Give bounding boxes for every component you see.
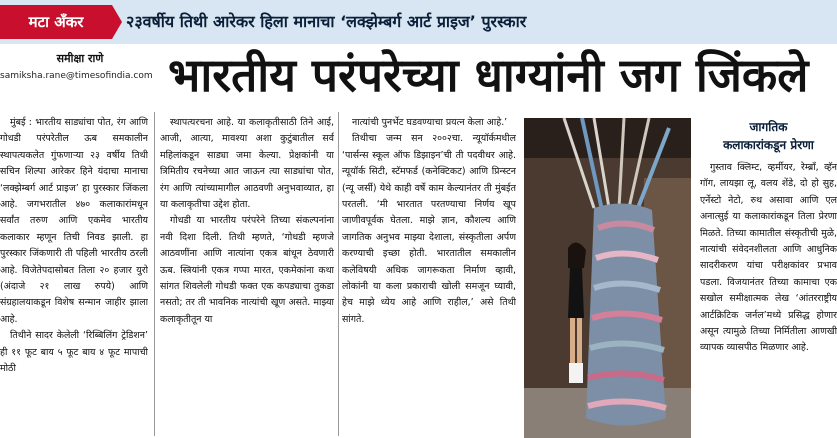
column-divider <box>338 112 339 436</box>
article-column-1 <box>0 115 148 437</box>
sidebar-title-line1: जागतिक <box>749 120 788 134</box>
paragraph: गुस्ताव क्लिम्ट, व्हर्मीयर, रेम्ब्राँ, व्हॅन गॉग, लायझा लू, वलय शेंडे, दो हो सुह, एर्नेस्टो नेटो, रुथ असावा आणि एल अनात्सुई या कलाकारांकडून तिला प्रेरणा मिळते. तिच्या कामातील संस्कृतीची मुळे, नात्यांची संवेदनशीलता आणि आधुनिक सादरीकरण यांचा परीक्षकांवर प्रभाव पडला. विजयानंतर तिच्या कामाचा एक सखोल समीक्षात्मक लेख ‘आंतरराष्ट्रीय आर्टक्रिटिक जर्नल’मध्ये प्रसिद्ध होणार असून त्यामुळे तिच्या निर्मितीला आणखी व्यापक व्यासपीठ मिळणार आहे. <box>700 162 837 354</box>
sidebar-column <box>700 160 837 438</box>
paragraph: मुंबई : भारतीय साड्यांचा पोत, रंग आणि गोधडी परंपरेतील ऊब समकालीन स्थापत्यकलेत गुंफणाऱ्या २३ वर्षीय तिथी सचिन शिल्पा आरेकर हिने यंदाचा मानाचा ‘लक्झेम्बर्ग आर्ट प्राइज’ हा पुरस्कार जिंकला आहे. जगभरातील ४७० कलाकारांमधून सर्वांत तरुण आणि एकमेव भारतीय कलाकार म्हणून तिची निवड झाली. हा पुरस्कार जिंकणारी ती पहिली भारतीय ठरली आहे. विजेतेपदासोबत तिला २० हजार युरो (अंदाजे २१ लाख रुपये) आणि संग्रहालयाकडून विशेष सन्मान जाहीर झाला आहे. <box>0 117 148 325</box>
paragraph: तिथीने सादर केलेली ‘रिब्बिलिंग ट्रेडिशन’ ही ११ फूट बाय ५ फूट बाय ४ फूट मापाची मोठी <box>0 330 148 375</box>
paragraph: गोधडी या भारतीय परंपरेने तिच्या संकल्पनांना नवी दिशा दिली. तिथी म्हणते, ‘गोधडी म्हणजे आठवणींना आणि नात्यांना एकत्र बांधून ठेवणारी ऊब. स्त्रियांनी एकत्र गप्पा मारत, एकमेकांना कथा सांगत शिवलेली गोधडी फक्त एक कपड्याचा तुकडा नसतो; तर ती भावनिक नात्यांची खूण असते. माझ्या कलाकृतीतून या <box>160 215 334 325</box>
artwork-photo-icon <box>524 118 691 438</box>
artwork-photo <box>524 118 691 438</box>
byline <box>0 50 160 84</box>
section-tag: मटा अँकर <box>0 5 112 39</box>
sidebar-title-line2: कलाकारांकडून प्रेरणा <box>723 138 814 152</box>
sidebar-title <box>700 118 837 154</box>
author-name: समीक्षा राणे <box>56 52 104 65</box>
article-column-3 <box>342 115 516 437</box>
paragraph: स्थापत्यरचना आहे. या कलाकृतीसाठी तिने आई, आजी, आत्या, मावश्या अशा कुटुंबातील सर्व महिलांकडून साड्या जमा केल्या. प्रेक्षकांनी या त्रिमितीय रचनेच्या आत जाऊन त्या साड्यांचा पोत, रंग आणि त्यांच्यामागील आठवणी अनुभवाव्यात, हा या कलाकृतीचा उद्देश होता. <box>160 117 334 211</box>
tag-arrow-shape <box>112 5 122 39</box>
paragraph: तिथीचा जन्म सन २००२चा. न्यूयॉर्कमधील ‘पार्सन्स स्कूल ऑफ डिझाइन’ची ती पदवीधर आहे. न्यूयॉर्क सिटी, स्टॅमफर्ड (कनेक्टिकट) आणि प्रिन्स्टन (न्यू जर्सी) येथे काही वर्षे काम केल्यानंतर ती मुंबईत परतली. ‘मी भारतात परतण्याचा निर्णय खूप जाणीवपूर्वक घेतला. माझे ज्ञान, कौशल्य आणि जागतिक अनुभव माझ्या देशाला, संस्कृतीला अर्पण करण्याची इच्छा होती. भारतातील समकालीन कलेविषयी अधिक जागरूकता निर्माण व्हावी, लोकांनी या कला प्रकाराची खोली समजून घ्यावी, हेच माझे ध्येय आहे आणि राहील,’ असे तिथी सांगते. <box>342 133 516 325</box>
author-email: samiksha.rane@timesofindia.com <box>0 71 153 81</box>
section-banner <box>0 0 837 44</box>
kicker-headline: २३वर्षीय तिथी आरेकर हिला मानाचा ‘लक्झेम्बर्ग आर्ट प्राइज’ पुरस्कार <box>126 12 527 31</box>
column-divider <box>154 112 155 436</box>
paragraph: नात्यांची पुनर्भेट घडवण्याचा प्रयत्न केला आहे.’ <box>352 117 508 128</box>
main-headline: भारतीय परंपरेच्या धाग्यांनी जग जिंकले <box>168 48 809 102</box>
article-column-2 <box>160 115 334 437</box>
